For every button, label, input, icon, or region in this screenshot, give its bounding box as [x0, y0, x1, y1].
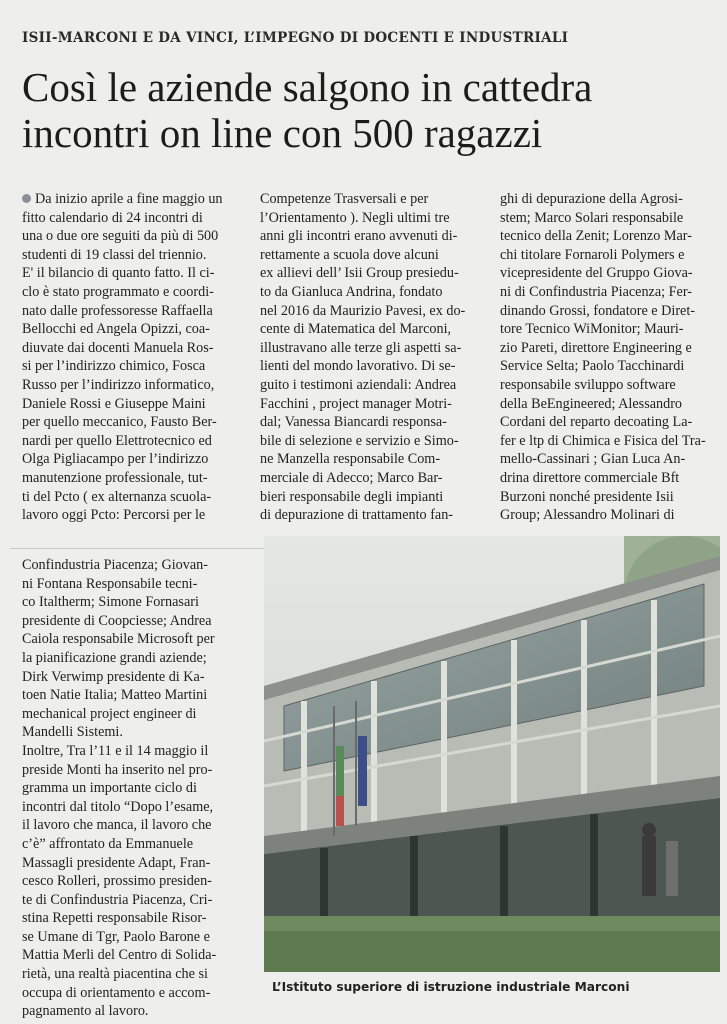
text-line-content: Bellocchi ed Angela Opizzi, coa-: [22, 321, 210, 338]
text-line: [22, 209, 250, 228]
text-line: [22, 984, 254, 1003]
text-line: [22, 965, 254, 984]
text-line: [500, 302, 720, 321]
text-line: [260, 246, 488, 265]
text-line: [22, 339, 250, 358]
text-column-1: [22, 190, 250, 525]
text-line: [500, 469, 720, 488]
text-line-content: merciale di Adecco; Marco Bar-: [260, 469, 443, 486]
text-line-content: Inoltre, Tra l’11 e il 14 maggio il: [22, 742, 209, 759]
text-line-content: la pianificazione grandi aziende;: [22, 649, 207, 666]
text-line: [260, 506, 488, 525]
text-line: [22, 835, 254, 854]
text-line: [500, 413, 720, 432]
text-line-content: ni di Confindustria Piacenza; Fer-: [500, 283, 692, 300]
text-line-content: tore Tecnico WiMonitor; Mauri-: [500, 321, 684, 338]
text-line: [500, 339, 720, 358]
text-line-content: gramma un importante ciclo di: [22, 780, 197, 797]
text-line: [22, 946, 254, 965]
text-line-content: nato dalle professoresse Raffaella: [22, 302, 213, 319]
text-line: [260, 469, 488, 488]
text-line: [500, 376, 720, 395]
text-line-content: co Italtherm; Simone Fornasari: [22, 594, 199, 611]
text-line: [22, 450, 250, 469]
text-line-content: rietà, una realtà piacentina che si: [22, 966, 208, 983]
text-line-content: ne Manzella responsabile Com-: [260, 451, 441, 468]
text-line: [500, 320, 720, 339]
text-line: [22, 798, 254, 817]
text-line-content: l’Orientamento ). Negli ultimi tre: [260, 209, 450, 226]
text-line-content: Cordani del reparto decoating La-: [500, 414, 693, 431]
text-line: [22, 395, 250, 414]
text-line: [500, 506, 720, 525]
text-line: [260, 376, 488, 395]
text-line-content: pagnamento al lavoro.: [22, 1003, 149, 1020]
text-line: [500, 227, 720, 246]
text-line: [22, 506, 250, 525]
text-line: [260, 450, 488, 469]
text-line-content: dal; Vanessa Biancardi responsa-: [260, 414, 447, 431]
text-line: [22, 488, 250, 507]
text-line-content: Mattia Merli del Centro di Solida-: [22, 947, 217, 964]
text-line-content: studenti di 19 classi del triennio.: [22, 246, 207, 263]
text-line: [500, 209, 720, 228]
text-line: [22, 413, 250, 432]
text-line: [22, 376, 250, 395]
text-line: [500, 395, 720, 414]
text-line-content: Confindustria Piacenza; Giovan-: [22, 557, 208, 573]
text-line-content: bile di selezione e servizio e Simo-: [260, 432, 459, 449]
text-line: [260, 209, 488, 228]
text-line-content: diuvate dai docenti Manuela Ros-: [22, 339, 214, 356]
text-line-content: ni Fontana Responsabile tecni-: [22, 575, 198, 592]
text-line: [22, 686, 254, 705]
school-building-photo: [264, 536, 720, 972]
text-line: [260, 395, 488, 414]
text-line: [22, 556, 254, 575]
text-column-3: [500, 190, 720, 525]
text-line: [22, 761, 254, 780]
text-line-content: lavoro oggi Pcto: Percorsi per le: [22, 507, 206, 524]
headline-line-1: Così le aziende salgono in cattedra: [22, 64, 593, 110]
text-line-content: mechanical project engineer di: [22, 705, 197, 722]
text-line-content: Caiola responsabile Microsoft per: [22, 631, 215, 648]
text-line: [22, 649, 254, 668]
text-line-content: stem; Marco Solari responsabile: [500, 209, 684, 226]
text-line: [22, 227, 250, 246]
text-line-content: zio Pareti, direttore Engineering e: [500, 339, 692, 356]
photo-caption: L’Istituto superiore di istruzione industriale Marconi: [272, 980, 630, 994]
text-line-content: mello-Cassinari ; Gian Luca An-: [500, 451, 686, 468]
text-line-content: una o due ore seguiti da più di 500: [22, 228, 219, 245]
text-line-content: ti del Pcto ( ex alternanza scuola-: [22, 488, 212, 505]
text-line: [22, 872, 254, 891]
text-line: [260, 432, 488, 451]
text-line: [260, 320, 488, 339]
text-line: [22, 630, 254, 649]
text-line: [22, 816, 254, 835]
text-line: [22, 246, 250, 265]
text-line-content: vicepresidente del Gruppo Giova-: [500, 265, 693, 282]
text-column-4: [22, 556, 254, 1021]
text-line-content: chi titolare Fornaroli Polymers e: [500, 246, 685, 263]
text-line-content: occupa di orientamento e accom-: [22, 984, 211, 1001]
text-line-content: cente di Matematica del Marconi,: [260, 321, 452, 338]
text-line-content: per quello meccanico, Fausto Ber-: [22, 414, 217, 431]
text-line-content: cesco Rolleri, prossimo presiden-: [22, 873, 212, 890]
text-line: [22, 575, 254, 594]
text-line: [22, 612, 254, 631]
text-line-content: nardi per quello Elettrotecnico ed: [22, 432, 212, 449]
text-line: [22, 742, 254, 761]
text-line-content: rettamente a scuola dove alcuni: [260, 246, 439, 263]
text-line: [22, 928, 254, 947]
text-line-content: nel 2016 da Maurizio Pavesi, ex do-: [260, 302, 466, 319]
text-line: [22, 1002, 254, 1021]
text-line: [500, 357, 720, 376]
text-line-content: toen Natie Italia; Matteo Martini: [22, 687, 208, 704]
text-line-content: responsabile sviluppo software: [500, 376, 676, 393]
text-line-content: c’è” affrontato da Emmanuele: [22, 835, 194, 852]
text-line-content: il lavoro che manca, il lavoro che: [22, 817, 212, 834]
text-line: [22, 357, 250, 376]
text-line: [22, 283, 250, 302]
text-line: [500, 450, 720, 469]
text-line-content: Olga Pigliacampo per l’indirizzo: [22, 451, 209, 468]
text-line: [22, 909, 254, 928]
article-kicker: ISII-MARCONI E DA VINCI, L’IMPEGNO DI DOCENTI E INDUSTRIALI: [22, 30, 569, 46]
text-line-content: guito i testimoni aziendali: Andrea: [260, 376, 457, 393]
text-line: [22, 705, 254, 724]
text-line: [260, 357, 488, 376]
text-line: [260, 339, 488, 358]
text-line-content: Da inizio aprile a fine maggio un: [35, 191, 223, 207]
text-line-content: incontri dal titolo “Dopo l’esame,: [22, 798, 214, 815]
text-line: [22, 668, 254, 687]
text-line-content: Daniele Rossi e Giuseppe Maini: [22, 395, 206, 412]
text-line: [500, 432, 720, 451]
text-line-content: illustravano alle terze gli aspetti sa-: [260, 339, 462, 356]
building-illustration: [264, 536, 720, 972]
text-line: [260, 283, 488, 302]
text-line: [500, 264, 720, 283]
text-line: [500, 488, 720, 507]
text-line-content: drina direttore commerciale Bft: [500, 469, 680, 486]
text-line-content: Dirk Verwimp presidente di Ka-: [22, 668, 205, 685]
text-column-2: [260, 190, 488, 525]
text-line-content: ghi di depurazione della Agrosi-: [500, 191, 683, 207]
text-line: [22, 723, 254, 742]
text-line-content: Russo per l’indirizzo informatico,: [22, 376, 215, 393]
text-line-content: manutenzione professionale, tut-: [22, 469, 208, 486]
text-line-content: bieri responsabile degli impianti: [260, 488, 444, 505]
text-line: [500, 246, 720, 265]
text-line: [22, 891, 254, 910]
text-line-content: anni gli incontri erano avvenuti di-: [260, 228, 458, 245]
text-line-content: lienti del mondo lavorativo. Di se-: [260, 358, 456, 375]
text-line: [22, 469, 250, 488]
text-line-content: Mandelli Sistemi.: [22, 724, 123, 741]
text-line: [260, 302, 488, 321]
text-line-content: Service Selta; Paolo Tacchinardi: [500, 358, 685, 375]
text-line-content: Group; Alessandro Molinari di: [500, 507, 675, 524]
text-line-content: Burzoni nonché presidente Isii: [500, 488, 674, 505]
text-line-content: fer e ltp di Chimica e Fisica del Tra-: [500, 432, 706, 449]
text-line-content: to da Gianluca Andrina, fondato: [260, 283, 443, 300]
text-line-content: Competenze Trasversali e per: [260, 191, 429, 207]
text-line: [260, 227, 488, 246]
text-line-content: E' il bilancio di quanto fatto. Il ci-: [22, 265, 215, 282]
text-line-content: presidente di Coopciesse; Andrea: [22, 612, 212, 629]
text-line: [260, 488, 488, 507]
text-line: [500, 283, 720, 302]
text-line-content: preside Monti ha inserito nel pro-: [22, 761, 213, 778]
text-line: [22, 190, 250, 209]
text-line-content: della BeEngineered; Alessandro: [500, 395, 683, 412]
text-line-content: se Umane di Tgr, Paolo Barone e: [22, 928, 210, 945]
text-line: [22, 302, 250, 321]
text-line: [22, 779, 254, 798]
text-line-content: te di Confindustria Piacenza, Cri-: [22, 891, 213, 908]
text-line: [22, 854, 254, 873]
text-line-content: ex allievi dell’ Isii Group presiedu-: [260, 265, 459, 282]
text-line: [260, 264, 488, 283]
text-line-content: Facchini , project manager Motri-: [260, 395, 452, 412]
text-line-content: di depurazione di trattamento fan-: [260, 507, 454, 524]
text-line: [22, 432, 250, 451]
text-line-content: stina Repetti responsabile Risor-: [22, 910, 207, 927]
text-line-content: dinando Grossi, fondatore e Diret-: [500, 302, 696, 319]
text-line: [260, 413, 488, 432]
bullet-icon: [22, 194, 31, 203]
text-line: [22, 593, 254, 612]
article-headline: [22, 64, 712, 156]
text-line: [22, 264, 250, 283]
text-line-content: clo è stato programmato e coordi-: [22, 283, 214, 300]
text-line-content: si per l’indirizzo chimico, Fosca: [22, 358, 206, 375]
headline-line-2: incontri on line con 500 ragazzi: [22, 110, 543, 156]
text-line-content: fitto calendario di 24 incontri di: [22, 209, 203, 226]
text-line-content: Massagli presidente Adapt, Fran-: [22, 854, 211, 871]
text-line: [500, 190, 720, 209]
text-line: [260, 190, 488, 209]
text-line-content: tecnico della Zenit; Lorenzo Mar-: [500, 228, 692, 245]
text-line: [22, 320, 250, 339]
